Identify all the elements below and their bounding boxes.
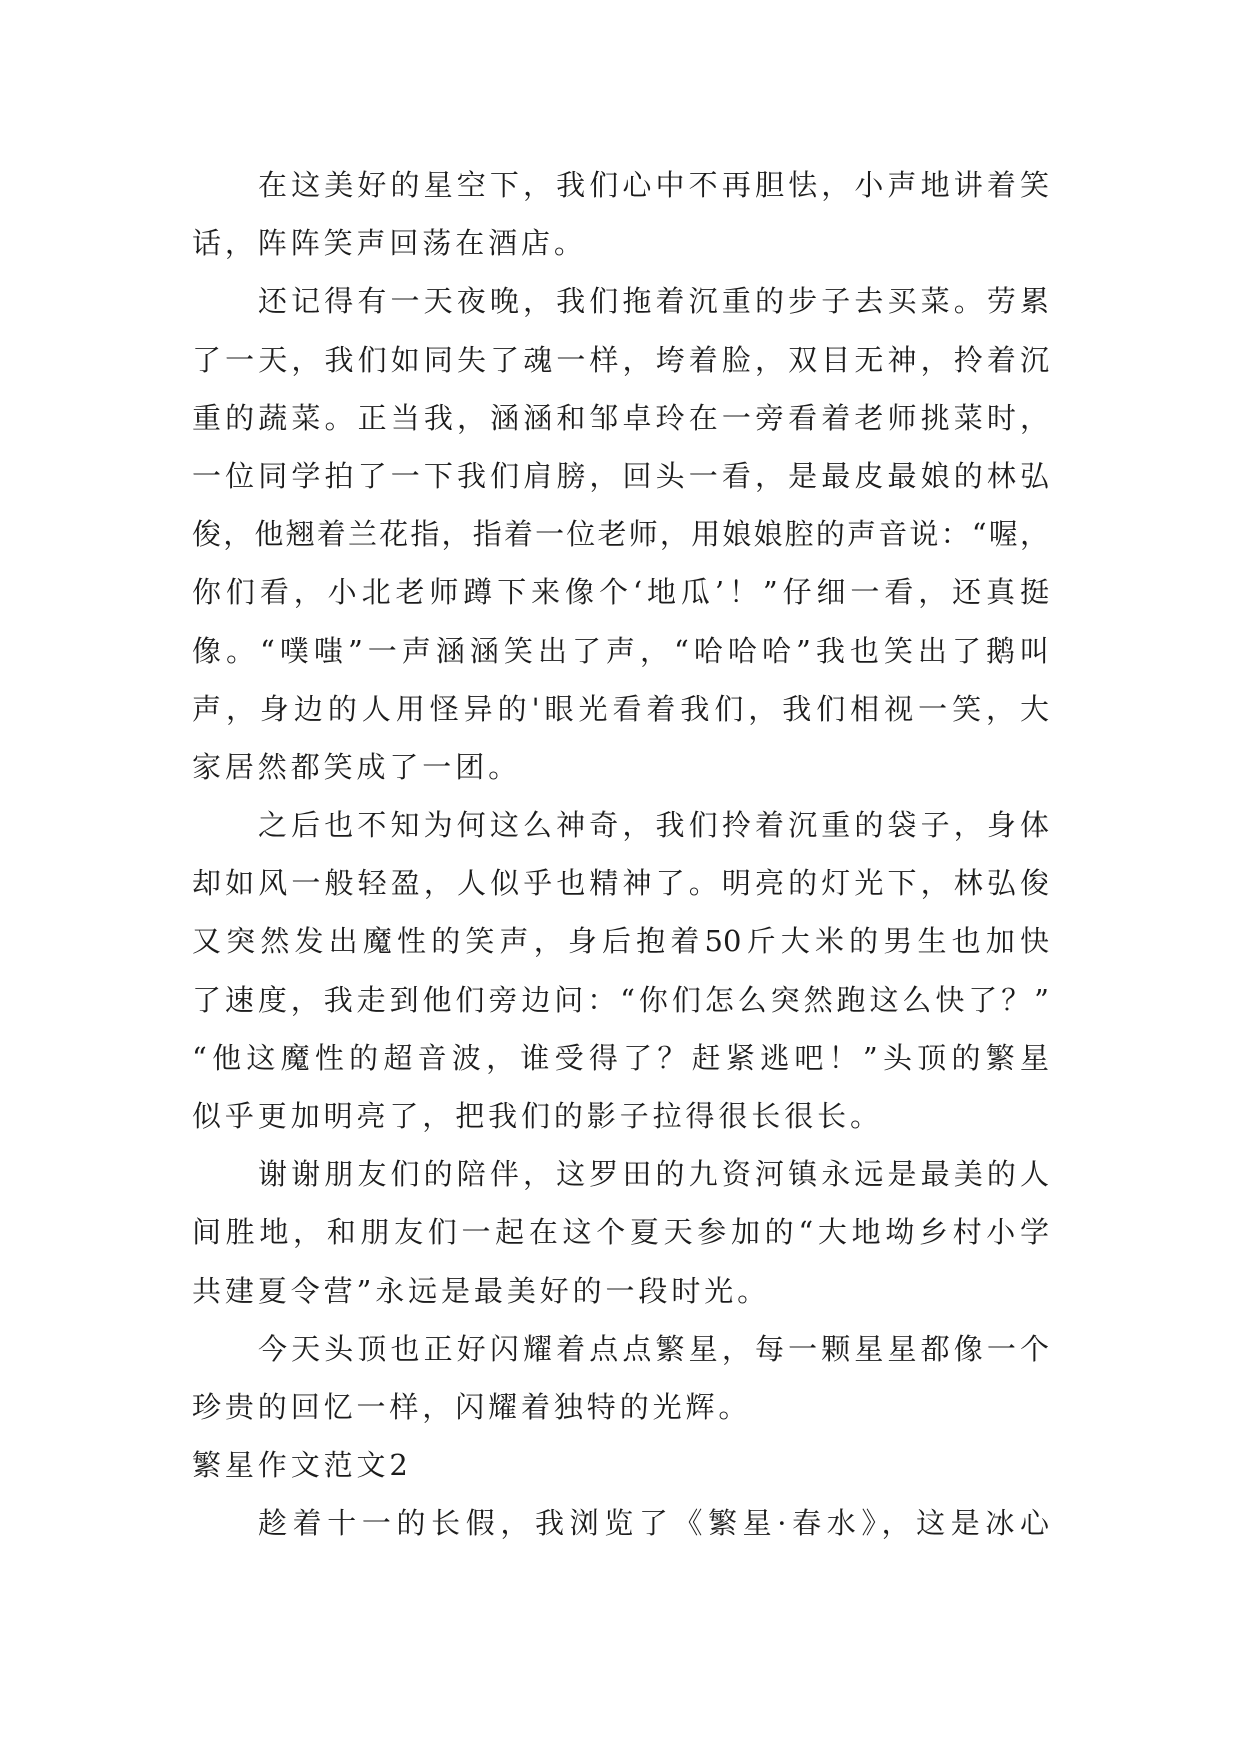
paragraph-line: 了速度，我走到他们旁边问：“你们怎么突然跑这么快了？” (192, 982, 1049, 1017)
paragraph-line: 像。“噗嗤”一声涵涵笑出了声，“哈哈哈”我也笑出了鹅叫 (192, 633, 1049, 668)
paragraph-line: 你们看，小北老师蹲下来像个‘地瓜’！”仔细一看，还真挺 (192, 575, 1049, 610)
paragraph (192, 1145, 1049, 1320)
paragraph-line: 家居然都笑成了一团。 (192, 749, 522, 784)
document-body (192, 156, 1049, 1553)
paragraph (192, 1494, 1049, 1552)
paragraph-line: 却如风一般轻盈，人似乎也精神了。明亮的灯光下，林弘俊 (192, 866, 1049, 901)
paragraph-line: “他这魔性的超音波，谁受得了？赶紧逃吧！”头顶的繁星 (192, 1040, 1049, 1075)
paragraph-line: 珍贵的回忆一样，闪耀着独特的光辉。 (192, 1389, 752, 1424)
paragraph-line: 了一天，我们如同失了魂一样，垮着脸，双目无神，拎着沉 (192, 342, 1049, 377)
paragraph-line: 间胜地，和朋友们一起在这个夏天参加的“大地坳乡村小学 (192, 1215, 1049, 1250)
paragraph-line: 声，身边的人用怪异的'眼光看着我们，我们相视一笑，大 (192, 691, 1049, 726)
paragraph-line: 谢谢朋友们的陪伴，这罗田的九资河镇永远是最美的人 (258, 1157, 1049, 1192)
paragraph-line: 在这美好的星空下，我们心中不再胆怯，小声地讲着笑 (258, 168, 1049, 202)
paragraph-line: 话，阵阵笑声回荡在酒店。 (192, 226, 587, 261)
paragraph-line: 趁着十一的长假，我浏览了《繁星·春水》，这是冰心 (258, 1506, 1049, 1541)
paragraph-line: 一位同学拍了一下我们肩膀，回头一看，是最皮最娘的林弘 (192, 458, 1049, 493)
paragraph-line: 似乎更加明亮了，把我们的影子拉得很长很长。 (192, 1099, 883, 1133)
paragraph-line: 今天头顶也正好闪耀着点点繁星，每一颗星星都像一个 (258, 1331, 1049, 1366)
paragraph-line: 俊，他翘着兰花指，指着一位老师，用娘娘腔的声音说：“喔， (192, 517, 1049, 552)
paragraph (192, 272, 1049, 796)
paragraph-line: 又突然发出魔性的笑声，身后抱着50斤大米的男生也加快 (192, 924, 1049, 959)
paragraph-line: 还记得有一天夜晚，我们拖着沉重的步子去买菜。劳累 (258, 284, 1049, 319)
paragraph (192, 796, 1049, 1145)
paragraph-line: 重的蔬菜。正当我，涵涵和邹卓玲在一旁看着老师挑菜时， (192, 400, 1049, 435)
paragraph (192, 1320, 1049, 1436)
paragraph-line: 共建夏令营”永远是最美好的一段时光。 (192, 1273, 771, 1308)
section-heading-block (192, 1436, 1049, 1494)
paragraph (192, 156, 1049, 272)
section-heading: 繁星作文范文2 (192, 1448, 412, 1483)
paragraph-line: 之后也不知为何这么神奇，我们拎着沉重的袋子，身体 (258, 808, 1049, 843)
